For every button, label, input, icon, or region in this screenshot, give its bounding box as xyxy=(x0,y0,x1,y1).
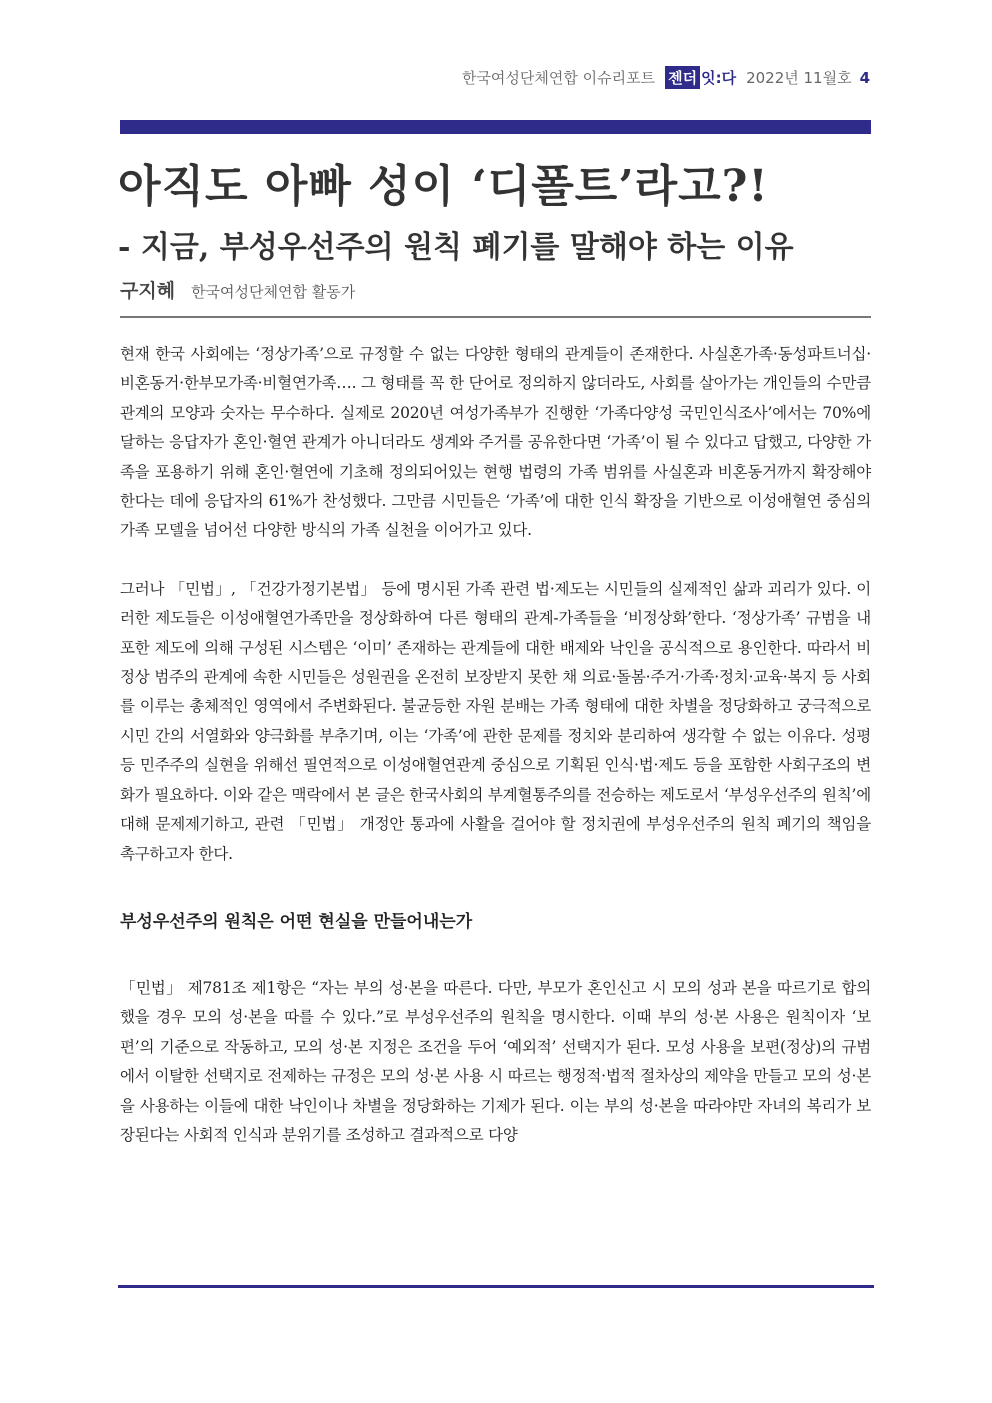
issue-date: 2022년 11월호 xyxy=(746,69,852,87)
title-top-bar xyxy=(120,120,871,134)
body-paragraph-1: 현재 한국 사회에는 ‘정상가족’으로 규정할 수 없는 다양한 형태의 관계들이 존재한다. 사실혼가족·동성파트너십·비혼동거·한부모가족·비혈연가족…. 그 형태를 꼭 한 단어로 정의하지 않더라도, 사회를 살아가는 개인들의 수만큼 관계의 모양과 숫자는 무수하다. 실제로 2020년 여성가족부가 진행한 ‘가족다양성 국민인식조사’에서는 70%에 달하는 응답자가 혼인·혈연 관계가 아니더라도 생계와 주거를 공유한다면 ‘가족’이 될 수 있다고 답했고, 다양한 가족을 포용하기 위해 혼인·혈연에 기초해 정의되어있는 현행 법령의 가족 범위를 사실혼과 비혼동거까지 확장해야 한다는 데에 응답자의 61%가 찬성했다. 그만큼 시민들은 ‘가족’에 대한 인식 확장을 기반으로 이성애혈연 중심의 가족 모델을 넘어선 다양한 방식의 가족 실천을 이어가고 있다. xyxy=(120,345,871,540)
article-body xyxy=(120,340,871,1150)
article-title: 아직도 아빠 성이 ‘디폴트’라고?! xyxy=(118,161,769,212)
brand-highlight: 젠더 xyxy=(665,66,700,89)
brand-rest: 잇:다 xyxy=(701,69,737,87)
running-header xyxy=(462,66,870,89)
page-bottom-line xyxy=(118,1285,874,1288)
section-heading: 부성우선주의 원칙은 어떤 현실을 만들어내는가 xyxy=(120,911,473,932)
byline xyxy=(120,276,355,303)
brand-logo xyxy=(665,66,736,89)
article-subtitle: - 지금, 부성우선주의 원칙 폐기를 말해야 하는 이유 xyxy=(118,230,794,265)
publication-name: 한국여성단체연합 이슈리포트 xyxy=(461,69,656,87)
author-organization: 한국여성단체연합 활동가 xyxy=(191,283,356,301)
author-name: 구지혜 xyxy=(120,280,176,302)
page-number: 4 xyxy=(859,68,870,87)
body-paragraph-3: 「민법」 제781조 제1항은 “자는 부의 성·본을 따른다. 다만, 부모가 혼인신고 시 모의 성과 본을 따르기로 합의했을 경우 모의 성·본을 따를 수 있다.”로 부성우선주의 원칙을 명시한다. 이때 부의 성·본 사용은 원칙이자 ‘보편’의 기준으로 작동하고, 모의 성·본 지정은 조건을 두어 ‘예외적’ 선택지가 된다. 모성 사용을 보편(정상)의 규범에서 이탈한 선택지로 전제하는 규정은 모의 성·본 사용 시 따르는 행정적·법적 절차상의 제약을 만들고 모의 성·본을 사용하는 이들에 대한 낙인이나 차별을 정당화하는 기제가 된다. 이는 부의 성·본을 따라야만 자녀의 복리가 보장된다는 사회적 인식과 분위기를 조성하고 결과적으로 다양 xyxy=(120,978,871,1144)
body-paragraph-2: 그러나 「민법」, 「건강가정기본법」 등에 명시된 가족 관련 법·제도는 시민들의 실제적인 삶과 괴리가 있다. 이러한 제도들은 이성애혈연가족만을 정상화하여 다른 형태의 관계-가족들을 ‘비정상화’한다. ‘정상가족’ 규범을 내포한 제도에 의해 구성된 시스템은 ‘이미’ 존재하는 관계들에 대한 배제와 낙인을 공식적으로 용인한다. 따라서 비정상 범주의 관계에 속한 시민들은 성원권을 온전히 보장받지 못한 채 의료·돌봄·주거·가족·정치·교육·복지 등 사회를 이루는 총체적인 영역에서 주변화된다. 불균등한 자원 분배는 가족 형태에 대한 차별을 정당화하고 궁극적으로 시민 간의 서열화와 양극화를 부추기며, 이는 ‘가족’에 관한 문제를 정치와 분리하여 생각할 수 없는 이유다. 성평등 민주주의 실현을 위해선 필연적으로 이성애혈연관계 중심으로 기획된 인식·법·제도 등을 포함한 사회구조의 변화가 필요하다. 이와 같은 맥락에서 본 글은 한국사회의 부계혈통주의를 전승하는 제도로서 ‘부성우선주의 원칙’에 대해 문제제기하고, 관련 「민법」 개정안 통과에 사활을 걸어야 할 정치권에 부성우선주의 원칙 폐기의 책임을 촉구하고자 한다. xyxy=(120,579,872,863)
byline-divider xyxy=(120,316,871,318)
